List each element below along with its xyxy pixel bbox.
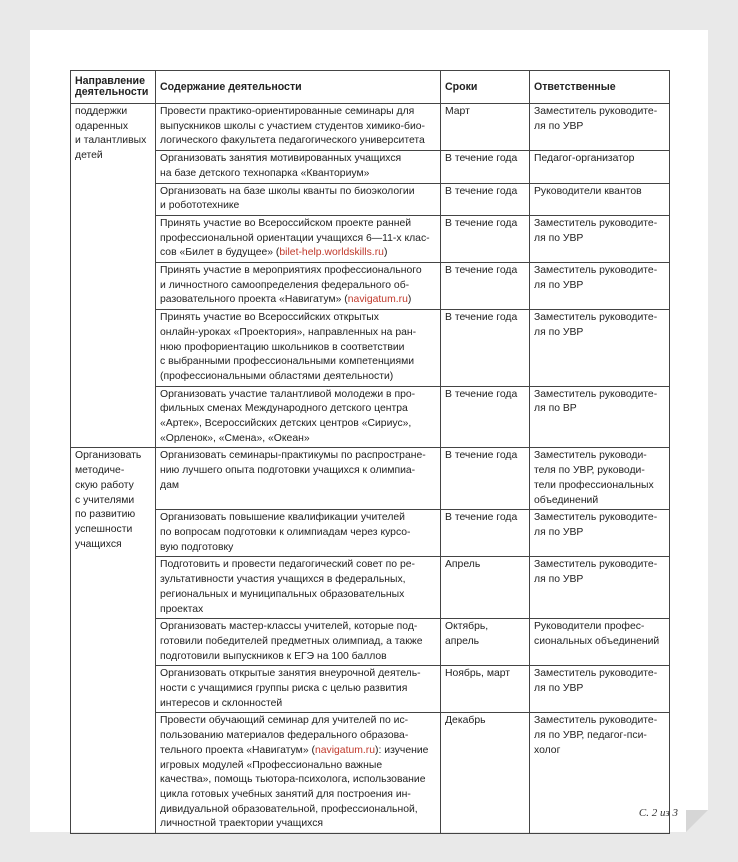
term-cell: В течение года <box>441 183 530 215</box>
responsible-cell: Заместитель руководите- ля по УВР, педагог-пси- холог <box>530 713 670 834</box>
responsible-cell: Руководители профес- сиональных объединений <box>530 619 670 666</box>
content-cell <box>156 310 441 387</box>
activity-table <box>70 70 670 834</box>
content-cell <box>156 183 441 215</box>
table-row <box>71 183 670 215</box>
content-cell <box>156 557 441 619</box>
responsible-cell: Заместитель руководи- теля по УВР, руководи- тели профессиональных объединений <box>530 448 670 510</box>
content-cell <box>156 386 441 448</box>
header-direction: Направление деятельности <box>71 71 156 104</box>
table-row <box>71 557 670 619</box>
term-cell: В течение года <box>441 215 530 262</box>
table-header-row <box>71 71 670 104</box>
responsible-cell: Заместитель руководите- ля по УВР <box>530 104 670 151</box>
header-term: Сроки <box>441 71 530 104</box>
content-text: Принять участие во Всероссийских открытых онлайн-уроках «Проектория», направленных на ран- нюю профориентацию школьников в соответствии с выбранными профессиональными компетенциями (профессиональными областями деятельности) <box>160 312 417 382</box>
content-text: Принять участие во Всероссийском проекте ранней профессиональной ориентации учащихся 6—11-х клас- сов «Билет в будущее» ( <box>160 217 430 259</box>
term-cell: В течение года <box>441 263 530 310</box>
term-cell: Ноябрь, март <box>441 666 530 713</box>
content-cell <box>156 713 441 834</box>
content-text: Организовать участие талантливой молодежи в про- фильных сменах Международного детского центра «Артек», Всероссийских детских центров «Сириус», «Орленок», «Смена», «Океан» <box>160 388 416 444</box>
content-cell <box>156 151 441 183</box>
content-text: ) <box>407 294 412 306</box>
content-text: Организовать повышение квалификации учителей по вопросам подготовки к олимпиадам через курсо- вую подготовку <box>160 512 411 553</box>
term-cell: В течение года <box>441 386 530 448</box>
term-cell: В течение года <box>441 510 530 557</box>
content-cell <box>156 510 441 557</box>
responsible-cell: Заместитель руководите- ля по УВР <box>530 263 670 310</box>
table-row <box>71 386 670 448</box>
content-cell <box>156 619 441 666</box>
table-row <box>71 448 670 510</box>
page-number: С. 2 из 3 <box>638 807 678 819</box>
responsible-cell: Заместитель руководите- ля по УВР <box>530 557 670 619</box>
table-row <box>71 215 670 262</box>
content-text: ): изучение игровых модулей «Профессионально важные качества», помощь тьютора-психолога, использование цикла готовых учебных занятий для построения ин- дивидуальной образовательной, профессиональной, личностной траектории учащихся <box>160 744 429 830</box>
term-cell: В течение года <box>441 448 530 510</box>
content-cell <box>156 215 441 262</box>
responsible-cell: Заместитель руководите- ля по УВР <box>530 310 670 387</box>
term-cell: Март <box>441 104 530 151</box>
content-cell <box>156 104 441 151</box>
content-cell <box>156 448 441 510</box>
content-text: Организовать открытые занятия внеурочной деятель- ности с учащимися группы риска с целью развития интересов и склонностей <box>160 668 421 709</box>
content-text: Принять участие в мероприятиях профессионального и личностного самоопределения федерального об- разовательного проекта «Навигатум» ( <box>160 265 422 306</box>
term-cell: Декабрь <box>441 713 530 834</box>
direction-cell: поддержки одаренных и талантливых детей <box>71 104 156 448</box>
table-row <box>71 104 670 151</box>
header-content: Содержание деятельности <box>156 71 441 104</box>
responsible-cell: Заместитель руководите- ля по ВР <box>530 386 670 448</box>
term-cell: В течение года <box>441 151 530 183</box>
content-text: Организовать мастер-классы учителей, которые под- готовили победителей предметных олимпиад, а также подготовили выпускников к ЕГЭ на 100 баллов <box>160 621 423 662</box>
responsible-cell: Педагог-организатор <box>530 151 670 183</box>
term-cell: Апрель <box>441 557 530 619</box>
page-fold-corner <box>686 810 708 832</box>
content-text: ) <box>383 247 388 259</box>
direction-cell: Организовать методиче- скую работу с учителями по развитию успешности учащихся <box>71 448 156 834</box>
website-link[interactable]: navigatum.ru <box>347 294 408 306</box>
content-text: Провести практико-ориентированные семинары для выпускников школы с участием студентов химико-био- логического факультета педагогического университета <box>160 106 426 147</box>
responsible-cell: Руководители квантов <box>530 183 670 215</box>
content-text: Организовать семинары-практикумы по распростране- нию лучшего опыта подготовки учащихся к олимпиа- дам <box>160 450 426 491</box>
responsible-cell: Заместитель руководите- ля по УВР <box>530 215 670 262</box>
document-page <box>30 30 708 832</box>
table-row <box>71 310 670 387</box>
content-text: Подготовить и провести педагогический совет по ре- зультативности участия учащихся в федеральных, региональных и муниципальных образовательных проектах <box>160 559 415 615</box>
table-row <box>71 666 670 713</box>
content-text: Провести обучающий семинар для учителей по ис- пользованию материалов федерального образова- тельного проекта «Навигатум» ( <box>160 715 409 756</box>
table-row <box>71 619 670 666</box>
table-body <box>71 104 670 834</box>
content-cell <box>156 263 441 310</box>
responsible-cell: Заместитель руководите- ля по УВР <box>530 666 670 713</box>
term-cell: В течение года <box>441 310 530 387</box>
table-row <box>71 713 670 834</box>
website-link[interactable]: bilet-help.worldskills.ru <box>279 247 384 259</box>
table-row <box>71 263 670 310</box>
content-cell <box>156 666 441 713</box>
website-link[interactable]: navigatum.ru <box>314 744 376 756</box>
content-text: Организовать занятия мотивированных учащихся на базе детского технопарка «Кванториум» <box>160 153 402 179</box>
term-cell: Октябрь, апрель <box>441 619 530 666</box>
header-responsible: Ответственные <box>530 71 670 104</box>
table-row <box>71 510 670 557</box>
responsible-cell: Заместитель руководите- ля по УВР <box>530 510 670 557</box>
table-row <box>71 151 670 183</box>
content-text: Организовать на базе школы кванты по биоэкологии и робототехнике <box>160 185 415 212</box>
